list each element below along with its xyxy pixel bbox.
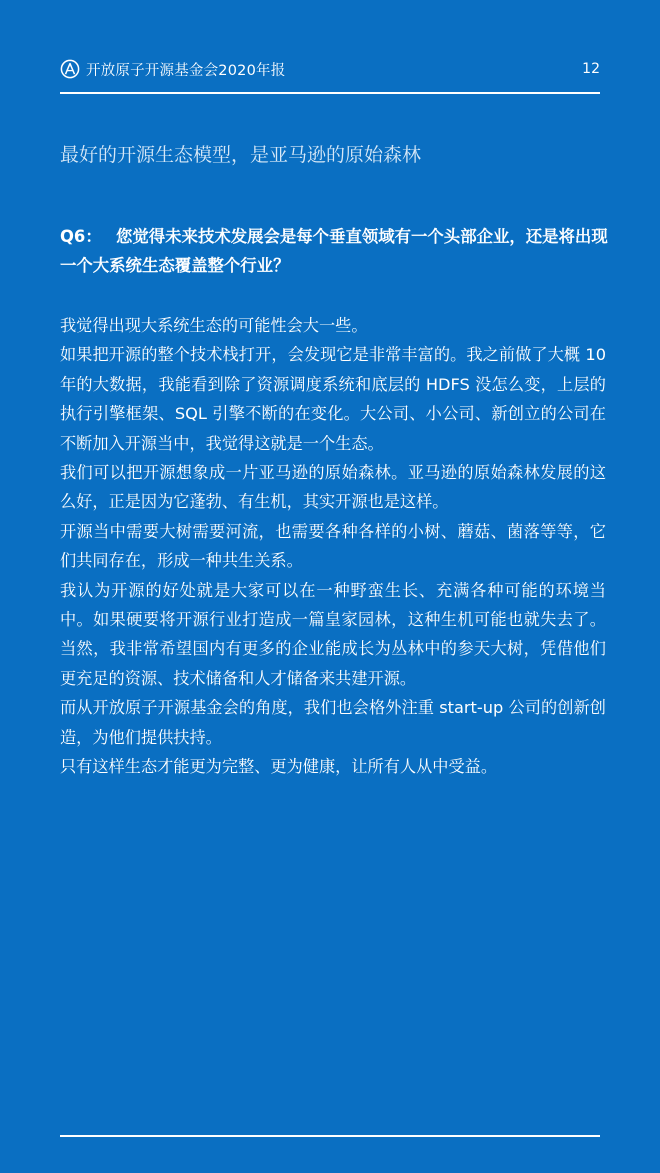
page-header: [60, 56, 600, 82]
answer-paragraph: 只有这样生态才能更为完整、更为健康，让所有人从中受益。: [60, 757, 498, 777]
question-number: Q6：: [60, 227, 102, 246]
brand-name: 开放原子开源基金会2020年报: [86, 62, 286, 79]
question-text: 您觉得未来技术发展会是每个垂直领域有一个头部企业，还是将出现一个大系统生态覆盖整个行业？: [60, 227, 608, 275]
answer-paragraph: 我觉得出现大系统生态的可能性会大一些。: [60, 316, 368, 335]
question: [60, 222, 608, 280]
footer-divider: [60, 1135, 600, 1137]
answer-paragraph: 我们可以把开源想象成一片亚马逊的原始森林。亚马逊的原始森林发展的这么好，正是因为它蓬勃、有生机，其实开源也是这样。: [60, 463, 606, 512]
answer-paragraph: 我认为开源的好处就是大家可以在一种野蛮生长、充满各种可能的环境当中。如果硬要将开源行业打造成一篇皇家园林，这种生机可能也就失去了。当然，我非常希望国内有更多的企业能成长为丛林中的参天大树，凭借他们更充足的资源、技术储备和人才储备来共建开源。: [60, 580, 606, 688]
section-subtitle: 最好的开源生态模型，是亚马逊的原始森林: [60, 144, 422, 166]
answer-paragraph: 而从开放原子开源基金会的角度，我们也会格外注重 start-up 公司的创新创造，为他们提供扶持。: [60, 698, 606, 747]
page-number: 12: [582, 61, 600, 77]
brand: [60, 59, 285, 80]
atom-a-logo-icon: [60, 59, 80, 79]
answer-body: [60, 311, 606, 782]
answer-paragraph: 开源当中需要大树需要河流，也需要各种各样的小树、蘑菇、菌落等等，它们共同存在，形成一种共生关系。: [60, 521, 606, 571]
header-divider: [60, 92, 600, 94]
answer-paragraph: 如果把开源的整个技术栈打开，会发现它是非常丰富的。我之前做了大概 10 年的大数据，我能看到除了资源调度系统和底层的 HDFS 没怎么变，上层的执行引擎框架、SQL 引擎不断的在变化。大公司、小公司、新创立的公司在不断加入开源当中，我觉得这就是一个生态。: [60, 345, 606, 453]
